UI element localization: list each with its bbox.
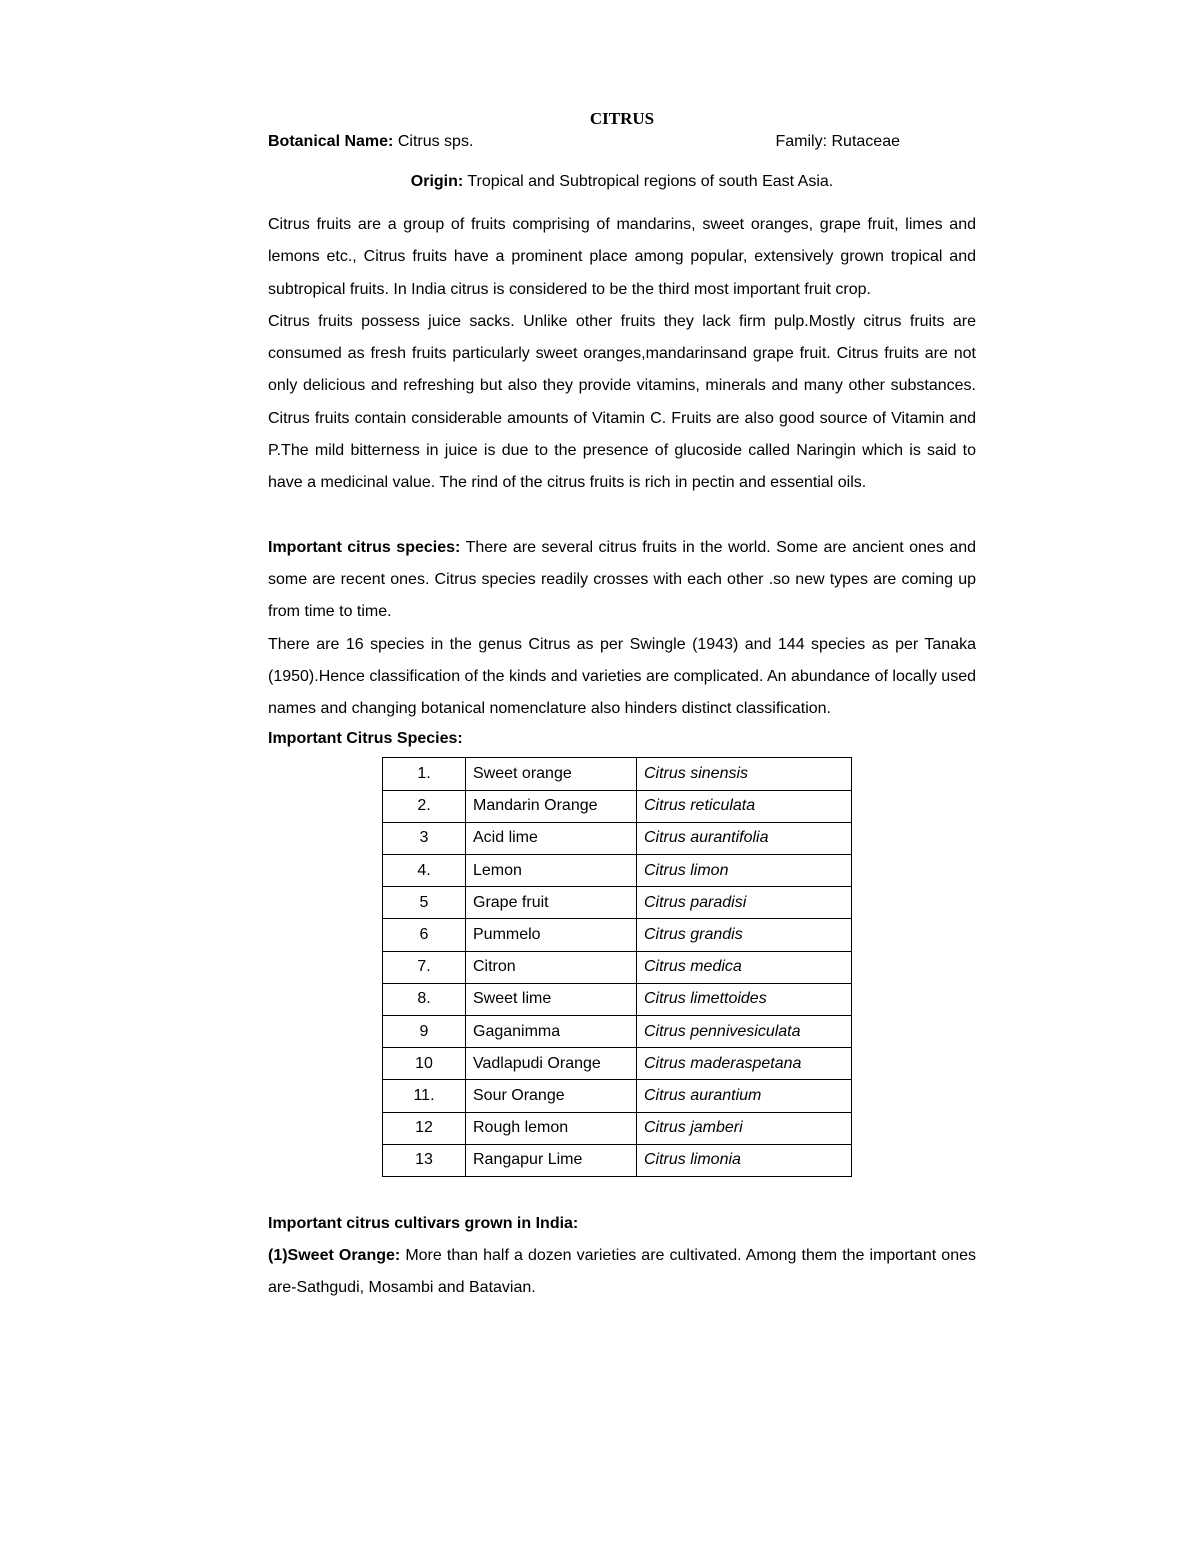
- scientific-name-cell: Citrus grandis: [637, 919, 852, 951]
- common-name-cell: Gaganimma: [466, 1015, 637, 1047]
- scientific-name-cell: Citrus maderaspetana: [637, 1048, 852, 1080]
- sweet-orange-paragraph: [268, 1240, 976, 1305]
- page-title: CITRUS: [589, 109, 655, 128]
- table-row: [383, 758, 852, 790]
- family: [775, 130, 900, 154]
- table-row: [383, 919, 852, 951]
- scientific-name-cell: Citrus limon: [637, 855, 852, 887]
- common-name-cell: Pummelo: [466, 919, 637, 951]
- table-row: [383, 1080, 852, 1112]
- table-row: [383, 983, 852, 1015]
- family-label: Family:: [775, 133, 828, 150]
- scientific-name-cell: Citrus jamberi: [637, 1112, 852, 1144]
- species-number-cell: 8.: [383, 983, 466, 1015]
- species-number-cell: 1.: [383, 758, 466, 790]
- table-row: [383, 951, 852, 983]
- classification-paragraph: There are 16 species in the genus Citrus as per Swingle (1943) and 144 species as per Tanaka (1950).Hence classification of the kinds and varieties are complicated. An abundance of locally used names and changing botanical nomenclature also hinders distinct classification.: [268, 635, 976, 718]
- botanical-name-label: Botanical Name:: [268, 133, 394, 150]
- origin-label: Origin:: [410, 173, 464, 190]
- meta-row: [268, 130, 976, 154]
- common-name-cell: Rough lemon: [466, 1112, 637, 1144]
- common-name-cell: Vadlapudi Orange: [466, 1048, 637, 1080]
- botanical-name: [268, 130, 473, 154]
- common-name-cell: Citron: [466, 951, 637, 983]
- document-page: [268, 108, 976, 1304]
- family-value: Rutaceae: [831, 133, 900, 150]
- scientific-name-cell: Citrus pennivesiculata: [637, 1015, 852, 1047]
- scientific-name-cell: Citrus aurantifolia: [637, 822, 852, 854]
- species-number-cell: 3: [383, 822, 466, 854]
- sweet-orange-label: (1)Sweet Orange:: [268, 1246, 401, 1264]
- table-row: [383, 822, 852, 854]
- common-name-cell: Lemon: [466, 855, 637, 887]
- common-name-cell: Grape fruit: [466, 887, 637, 919]
- scientific-name-cell: Citrus limonia: [637, 1144, 852, 1176]
- species-table: [382, 757, 852, 1176]
- scientific-name-cell: Citrus reticulata: [637, 790, 852, 822]
- origin-line: [268, 170, 976, 194]
- origin-value: Tropical and Subtropical regions of south East Asia.: [467, 173, 834, 190]
- common-name-cell: Mandarin Orange: [466, 790, 637, 822]
- table-row: [383, 1048, 852, 1080]
- species-number-cell: 2.: [383, 790, 466, 822]
- common-name-cell: Sweet orange: [466, 758, 637, 790]
- cultivars-heading: Important citrus cultivars grown in India:: [268, 1214, 579, 1232]
- intro-paragraph-1: Citrus fruits are a group of fruits comprising of mandarins, sweet oranges, grape fruit, limes and lemons etc., Citrus fruits have a prominent place among popular, extensively grown tropical and subtropical fruits. In India citrus is considered to be the third most important fruit crop.: [268, 216, 976, 298]
- species-number-cell: 4.: [383, 855, 466, 887]
- scientific-name-cell: Citrus limettoides: [637, 983, 852, 1015]
- common-name-cell: Rangapur Lime: [466, 1144, 637, 1176]
- species-number-cell: 7.: [383, 951, 466, 983]
- species-intro-text: There are several citrus fruits in the world. Some are ancient ones and some are recent ones. Citrus species readily crosses with each other .so new types are coming up from time to time.: [268, 538, 977, 621]
- species-intro-label: Important citrus species:: [268, 538, 461, 556]
- table-row: [383, 1112, 852, 1144]
- common-name-cell: Acid lime: [466, 822, 637, 854]
- table-row: [383, 855, 852, 887]
- species-table-body: [383, 758, 852, 1176]
- table-row: [383, 887, 852, 919]
- table-row: [383, 1144, 852, 1176]
- species-number-cell: 9: [383, 1015, 466, 1047]
- species-intro-paragraph: [268, 532, 976, 629]
- spacer: [268, 500, 976, 532]
- scientific-name-cell: Citrus medica: [637, 951, 852, 983]
- species-number-cell: 6: [383, 919, 466, 951]
- species-number-cell: 12: [383, 1112, 466, 1144]
- species-number-cell: 11.: [383, 1080, 466, 1112]
- sweet-orange-text: More than half a dozen varieties are cultivated. Among them the important ones are-Sathgudi, Mosambi and Batavian.: [268, 1246, 976, 1297]
- common-name-cell: Sour Orange: [466, 1080, 637, 1112]
- species-number-cell: 5: [383, 887, 466, 919]
- species-number-cell: 10: [383, 1048, 466, 1080]
- species-table-heading: Important Citrus Species:: [268, 730, 463, 748]
- common-name-cell: Sweet lime: [466, 983, 637, 1015]
- scientific-name-cell: Citrus paradisi: [637, 887, 852, 919]
- table-row: [383, 790, 852, 822]
- botanical-name-value: Citrus sps.: [397, 133, 474, 150]
- intro-paragraph-2: Citrus fruits possess juice sacks. Unlike other fruits they lack firm pulp.Mostly citrus fruits are consumed as fresh fruits particularly sweet oranges,mandarinsand grape fruit. Citrus fruits are not only delicious and refreshing but also they provide vitamins, minerals and many other substances. Citrus fruits contain considerable amounts of Vitamin C. Fruits are also good source of Vitamin and P.The mild bitterness in juice is due to the presence of glucoside called Naringin which is said to have a medicinal value. The rind of the citrus fruits is rich in pectin and essential oils.: [268, 312, 976, 492]
- scientific-name-cell: Citrus sinensis: [637, 758, 852, 790]
- species-number-cell: 13: [383, 1144, 466, 1176]
- table-row: [383, 1015, 852, 1047]
- scientific-name-cell: Citrus aurantium: [637, 1080, 852, 1112]
